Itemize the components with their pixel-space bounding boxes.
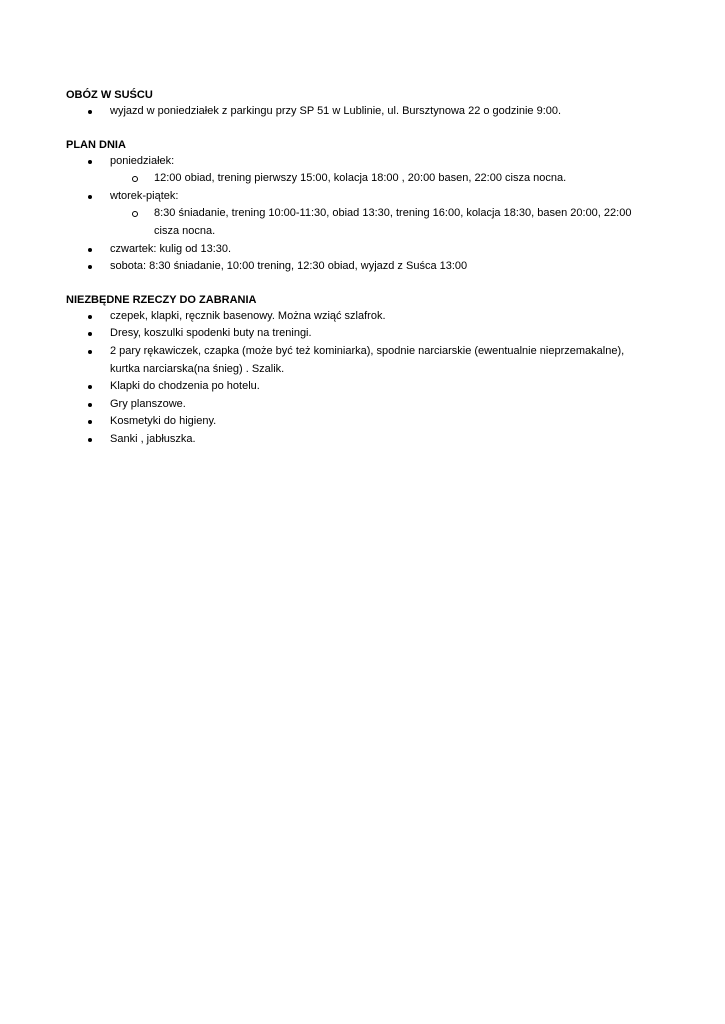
section-packing-list [66,292,646,449]
list-item: sobota: 8:30 śniadanie, 10:00 trening, 12:30 obiad, wyjazd z Suśca 13:00 [66,258,646,276]
list-item: Dresy, koszulki spodenki buty na treningi. [66,325,646,343]
list-item: Klapki do chodzenia po hotelu. [66,378,646,396]
list-item: Sanki , jabłuszka. [66,431,646,449]
section-daily-plan [66,137,646,276]
list-item: wyjazd w poniedziałek z parkingu przy SP 51 w Lublinie, ul. Bursztynowa 22 o godzinie 9:00. [66,103,646,121]
list-item: poniedziałek: [66,153,646,171]
bullet-list [66,103,646,121]
list-item: czepek, klapki, ręcznik basenowy. Można wziąć szlafrok. [66,308,646,326]
section-camp-info [66,87,646,121]
bullet-list [66,153,646,276]
section-heading: OBÓZ W SUŚCU [66,89,153,101]
section-heading: PLAN DNIA [66,138,126,151]
list-item: czwartek: kulig od 13:30. [66,241,646,259]
sub-list-item: 8:30 śniadanie, trening 10:00-11:30, obiad 13:30, trening 16:00, kolacja 18:30, basen 20:00, 22:00 cisza nocna. [66,205,646,240]
list-item: Kosmetyki do higieny. [66,413,646,431]
list-item: wtorek-piątek: [66,188,646,206]
list-item: 2 pary rękawiczek, czapka (może być też kominiarka), spodnie narciarskie (ewentualnie nieprzemakalne), kurtka narciarska(na śnieg) . Szalik. [66,343,646,378]
list-item: Gry planszowe. [66,396,646,414]
document-body [66,87,646,465]
bullet-list [66,308,646,449]
sub-list-item: 12:00 obiad, trening pierwszy 15:00, kolacja 18:00 , 20:00 basen, 22:00 cisza nocna. [66,170,646,188]
section-heading: NIEZBĘDNE RZECZY DO ZABRANIA [66,293,257,306]
